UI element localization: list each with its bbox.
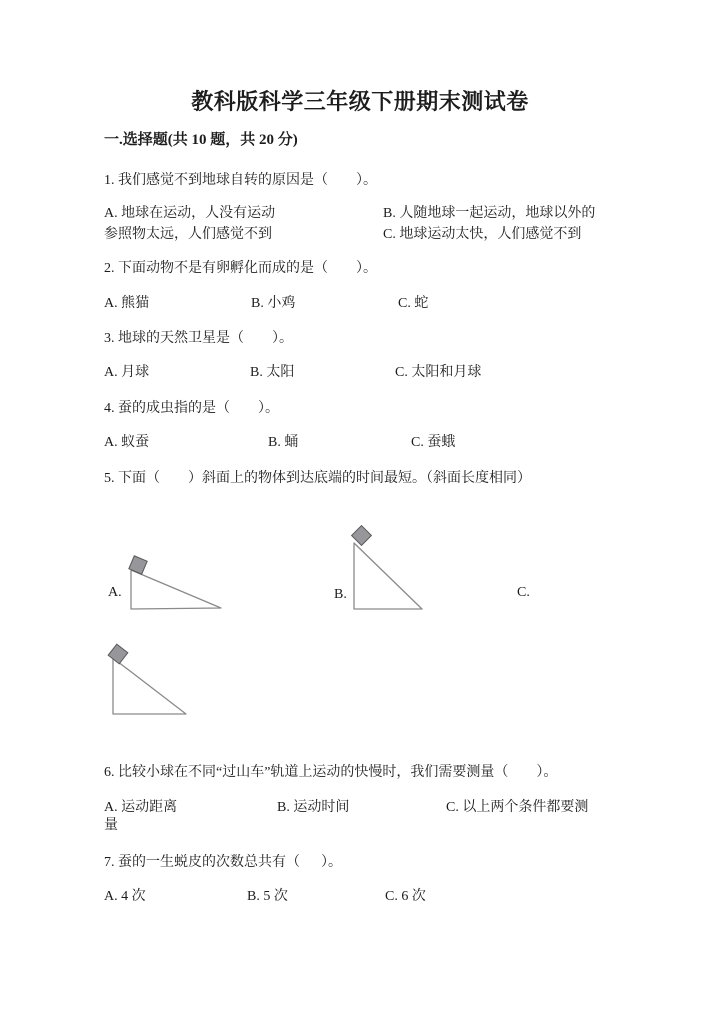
question-5-text: 5. 下面（ ）斜面上的物体到达底端的时间最短。（斜面长度相同）	[104, 471, 531, 486]
question-4-option-a: A. 蚁蚕	[104, 435, 150, 450]
question-4-option-b: B. 蛹	[268, 435, 299, 450]
question-2-text: 2. 下面动物不是有卵孵化而成的是（ ）。	[104, 261, 377, 276]
question-1-option-c: C. 地球运动太快，人们感觉不到	[383, 227, 582, 242]
question-4-option-c: C. 蚕蛾	[411, 435, 456, 450]
question-6-text: 6. 比较小球在不同“过山车”轨道上运动的快慢时，我们需要测量（ ）。	[104, 765, 558, 780]
question-6-option-c: C. 以上两个条件都要测	[446, 800, 589, 815]
question-6-option-c-continued: 量	[104, 818, 118, 833]
question-7-option-a: A. 4 次	[104, 889, 146, 904]
incline-triangle	[131, 570, 221, 609]
section-heading: 一.选择题(共 10 题，共 20 分)	[104, 132, 298, 148]
question-2-option-c: C. 蛇	[398, 296, 429, 311]
question-3-option-c: C. 太阳和月球	[395, 365, 482, 380]
question-7-text: 7. 蚕的一生蜕皮的次数总共有（ ）。	[104, 855, 342, 870]
question-3-option-a: A. 月球	[104, 365, 150, 380]
question-5-figure-label-b: B.	[334, 587, 347, 602]
question-2-option-b: B. 小鸡	[251, 296, 296, 311]
question-7-option-c: C. 6 次	[385, 889, 426, 904]
block-cube-icon	[108, 644, 128, 664]
question-5-figure-label-a: A.	[108, 585, 122, 600]
question-1-option-b-continued: 参照物太远，人们感觉不到	[104, 227, 272, 242]
incline-figure-medium	[106, 641, 201, 721]
question-1-option-a: A. 地球在运动，人没有运动	[104, 206, 276, 221]
question-2-option-a: A. 熊猫	[104, 296, 150, 311]
question-3-option-b: B. 太阳	[250, 365, 295, 380]
question-1-text: 1. 我们感觉不到地球自转的原因是（ ）。	[104, 173, 377, 188]
question-4-text: 4. 蚕的成虫指的是（ ）。	[104, 401, 279, 416]
question-1-option-b: B. 人随地球一起运动，地球以外的	[383, 206, 596, 221]
block-cube-icon	[352, 526, 372, 546]
question-5-figure-label-c: C.	[517, 585, 530, 600]
page-title: 教科版科学三年级下册期末测试卷	[191, 89, 529, 114]
question-7-option-b: B. 5 次	[247, 889, 288, 904]
question-3-text: 3. 地球的天然卫星是（ ）。	[104, 331, 293, 346]
incline-figure-shallow	[124, 551, 229, 613]
question-6-option-a: A. 运动距离	[104, 800, 178, 815]
incline-figure-steep	[347, 521, 432, 613]
question-6-option-b: B. 运动时间	[277, 800, 350, 815]
incline-triangle	[354, 543, 422, 609]
incline-triangle	[113, 658, 186, 714]
